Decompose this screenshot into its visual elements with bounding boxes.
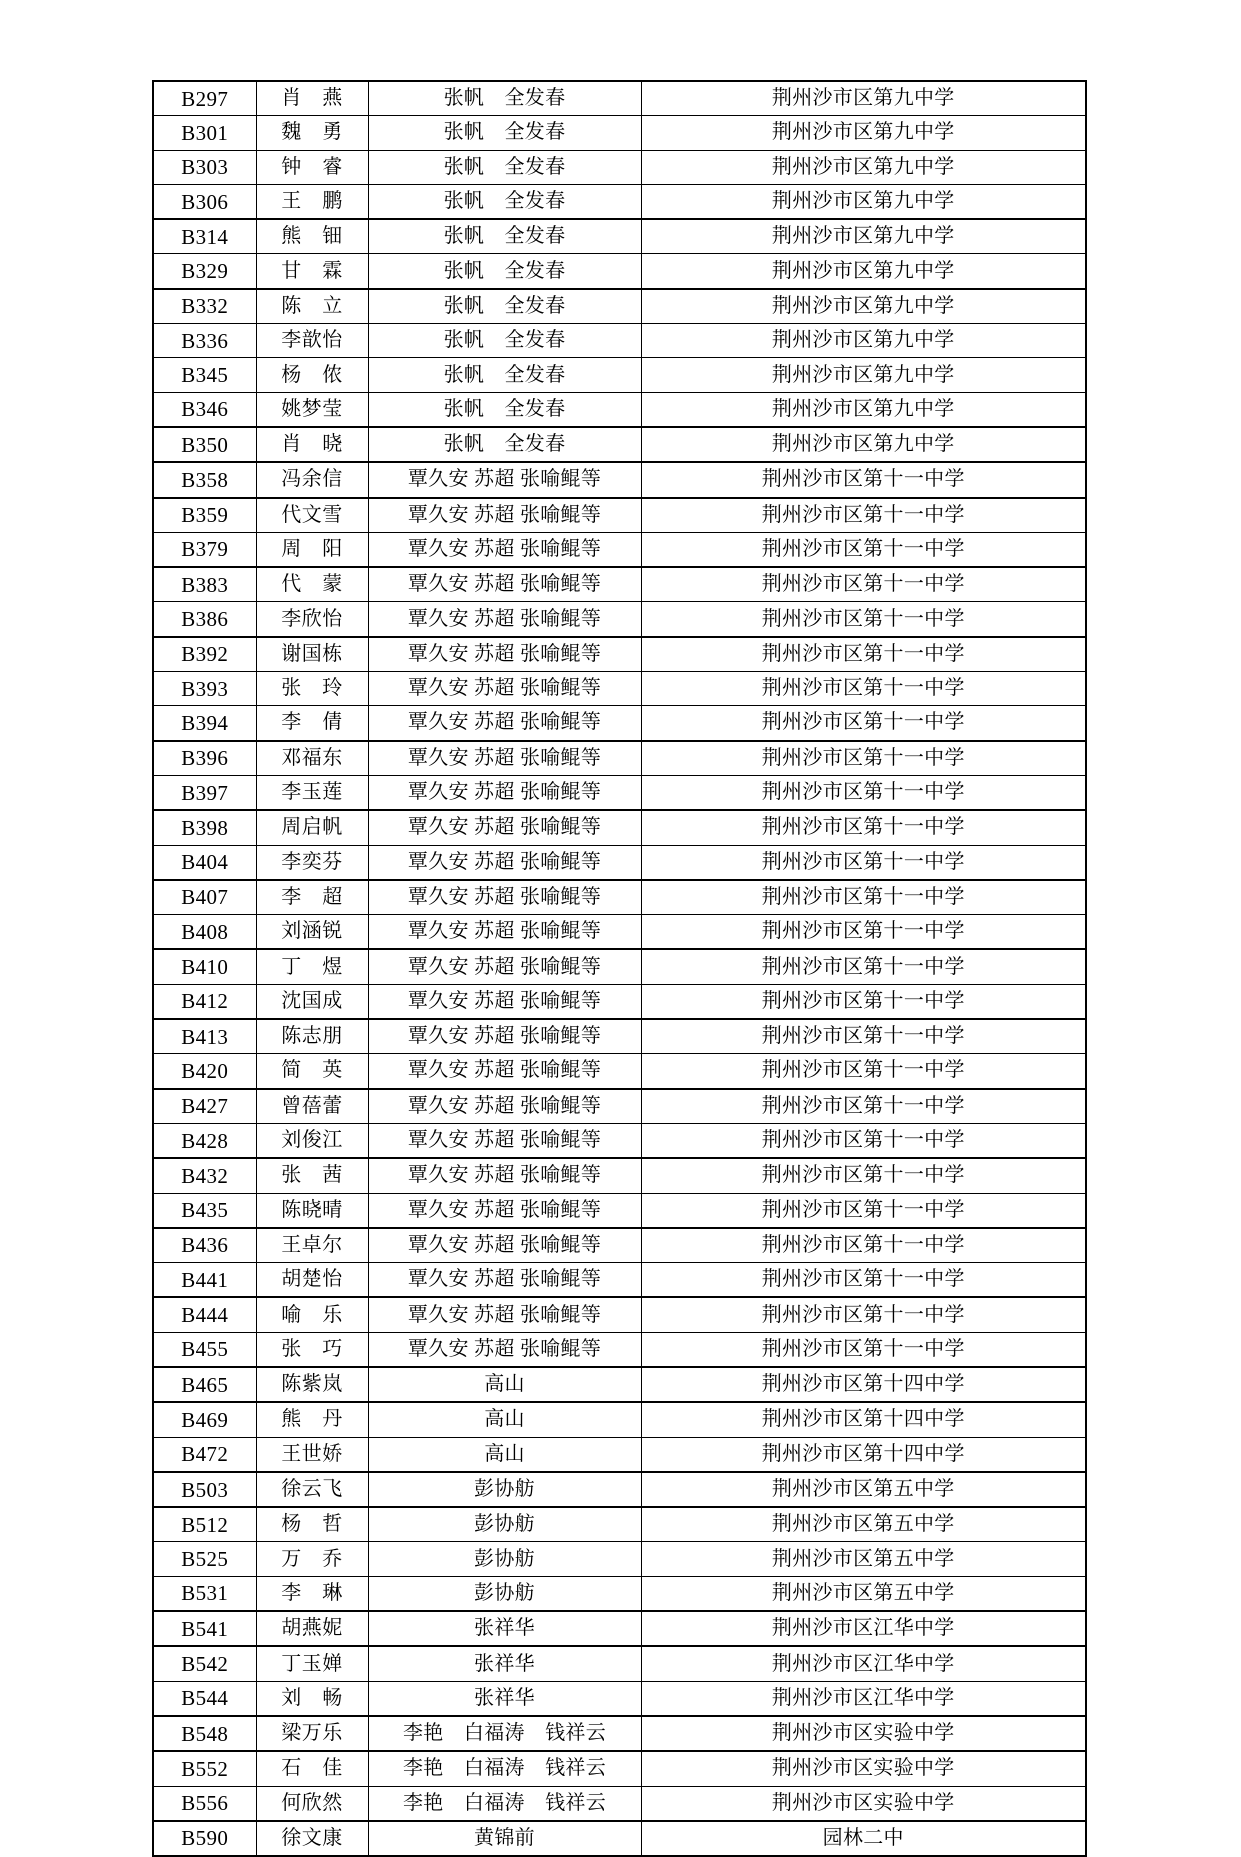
cell-student-name: 刘 畅 xyxy=(256,1681,368,1716)
cell-student-name: 冯余信 xyxy=(256,462,368,497)
table-row xyxy=(153,81,1086,116)
table-row xyxy=(153,1437,1086,1472)
cell-student-name: 姚梦莹 xyxy=(256,392,368,427)
table-row xyxy=(153,462,1086,497)
cell-school-name: 荆州沙市区第九中学 xyxy=(641,427,1086,462)
cell-student-name: 梁万乐 xyxy=(256,1716,368,1751)
table-row xyxy=(153,741,1086,776)
cell-entry-id: B392 xyxy=(153,637,256,672)
cell-entry-id: B435 xyxy=(153,1193,256,1228)
cell-school-name: 荆州沙市区第九中学 xyxy=(641,219,1086,254)
cell-student-name: 张 玲 xyxy=(256,672,368,706)
cell-entry-id: B436 xyxy=(153,1228,256,1263)
cell-entry-id: B544 xyxy=(153,1681,256,1716)
table-row xyxy=(153,1507,1086,1542)
cell-teacher-names: 覃久安 苏超 张喻鲲等 xyxy=(368,462,641,497)
cell-teacher-names: 张帆 全发春 xyxy=(368,81,641,116)
cell-teacher-names: 覃久安 苏超 张喻鲲等 xyxy=(368,1123,641,1158)
cell-entry-id: B503 xyxy=(153,1472,256,1507)
cell-school-name: 荆州沙市区第十一中学 xyxy=(641,1193,1086,1228)
cell-entry-id: B420 xyxy=(153,1054,256,1089)
cell-student-name: 刘俊江 xyxy=(256,1123,368,1158)
cell-teacher-names: 张帆 全发春 xyxy=(368,392,641,427)
cell-entry-id: B552 xyxy=(153,1751,256,1786)
table-row xyxy=(153,949,1086,984)
table-row xyxy=(153,1716,1086,1751)
table-row xyxy=(153,672,1086,706)
cell-school-name: 荆州沙市区第十一中学 xyxy=(641,775,1086,810)
cell-student-name: 代 蒙 xyxy=(256,567,368,602)
cell-student-name: 甘 霖 xyxy=(256,254,368,289)
cell-school-name: 荆州沙市区第十一中学 xyxy=(641,1054,1086,1089)
cell-student-name: 熊 丹 xyxy=(256,1402,368,1437)
cell-teacher-names: 张帆 全发春 xyxy=(368,427,641,462)
cell-school-name: 荆州沙市区江华中学 xyxy=(641,1611,1086,1646)
table-row xyxy=(153,254,1086,289)
cell-school-name: 荆州沙市区第九中学 xyxy=(641,289,1086,324)
cell-student-name: 代文雪 xyxy=(256,498,368,533)
cell-student-name: 李 超 xyxy=(256,880,368,915)
cell-entry-id: B465 xyxy=(153,1367,256,1402)
cell-entry-id: B410 xyxy=(153,949,256,984)
cell-school-name: 荆州沙市区实验中学 xyxy=(641,1751,1086,1786)
cell-teacher-names: 张帆 全发春 xyxy=(368,289,641,324)
cell-entry-id: B345 xyxy=(153,358,256,392)
cell-school-name: 荆州沙市区第十一中学 xyxy=(641,1123,1086,1158)
cell-school-name: 荆州沙市区第十一中学 xyxy=(641,1228,1086,1263)
cell-student-name: 周启帆 xyxy=(256,810,368,845)
cell-student-name: 喻 乐 xyxy=(256,1297,368,1332)
cell-student-name: 陈志朋 xyxy=(256,1019,368,1054)
table-row xyxy=(153,1542,1086,1576)
cell-teacher-names: 覃久安 苏超 张喻鲲等 xyxy=(368,602,641,637)
cell-entry-id: B469 xyxy=(153,1402,256,1437)
table-row xyxy=(153,1402,1086,1437)
cell-school-name: 荆州沙市区第十一中学 xyxy=(641,567,1086,602)
cell-student-name: 丁玉婵 xyxy=(256,1646,368,1681)
cell-student-name: 杨 哲 xyxy=(256,1507,368,1542)
cell-teacher-names: 黄锦前 xyxy=(368,1821,641,1856)
cell-school-name: 荆州沙市区第十一中学 xyxy=(641,880,1086,915)
cell-school-name: 荆州沙市区第十一中学 xyxy=(641,706,1086,741)
cell-student-name: 陈晓晴 xyxy=(256,1193,368,1228)
table-row xyxy=(153,150,1086,184)
cell-teacher-names: 张帆 全发春 xyxy=(368,116,641,150)
table-row xyxy=(153,706,1086,741)
cell-student-name: 王世娇 xyxy=(256,1437,368,1472)
cell-school-name: 荆州沙市区第十一中学 xyxy=(641,1019,1086,1054)
cell-school-name: 荆州沙市区第九中学 xyxy=(641,81,1086,116)
cell-teacher-names: 覃久安 苏超 张喻鲲等 xyxy=(368,915,641,950)
cell-teacher-names: 覃久安 苏超 张喻鲲等 xyxy=(368,1332,641,1367)
cell-entry-id: B396 xyxy=(153,741,256,776)
cell-student-name: 谢国栋 xyxy=(256,637,368,672)
cell-school-name: 荆州沙市区第九中学 xyxy=(641,116,1086,150)
cell-entry-id: B412 xyxy=(153,984,256,1019)
cell-teacher-names: 张帆 全发春 xyxy=(368,254,641,289)
cell-teacher-names: 覃久安 苏超 张喻鲲等 xyxy=(368,532,641,567)
table-row xyxy=(153,1472,1086,1507)
cell-school-name: 荆州沙市区第九中学 xyxy=(641,358,1086,392)
cell-teacher-names: 李艳 白福涛 钱祥云 xyxy=(368,1716,641,1751)
cell-entry-id: B394 xyxy=(153,706,256,741)
table-row xyxy=(153,1228,1086,1263)
table-row xyxy=(153,602,1086,637)
cell-teacher-names: 覃久安 苏超 张喻鲲等 xyxy=(368,1089,641,1124)
table-row xyxy=(153,1821,1086,1856)
cell-student-name: 陈 立 xyxy=(256,289,368,324)
cell-school-name: 荆州沙市区第十一中学 xyxy=(641,498,1086,533)
cell-entry-id: B404 xyxy=(153,845,256,880)
cell-school-name: 荆州沙市区第十四中学 xyxy=(641,1402,1086,1437)
cell-entry-id: B332 xyxy=(153,289,256,324)
table-row xyxy=(153,498,1086,533)
cell-entry-id: B301 xyxy=(153,116,256,150)
cell-entry-id: B386 xyxy=(153,602,256,637)
cell-entry-id: B455 xyxy=(153,1332,256,1367)
cell-teacher-names: 彭协舫 xyxy=(368,1507,641,1542)
cell-school-name: 荆州沙市区第十一中学 xyxy=(641,602,1086,637)
cell-entry-id: B383 xyxy=(153,567,256,602)
table-row xyxy=(153,116,1086,150)
cell-teacher-names: 覃久安 苏超 张喻鲲等 xyxy=(368,984,641,1019)
cell-school-name: 荆州沙市区第十一中学 xyxy=(641,637,1086,672)
cell-entry-id: B444 xyxy=(153,1297,256,1332)
cell-teacher-names: 覃久安 苏超 张喻鲲等 xyxy=(368,637,641,672)
cell-student-name: 曾蓓蕾 xyxy=(256,1089,368,1124)
cell-entry-id: B329 xyxy=(153,254,256,289)
cell-entry-id: B303 xyxy=(153,150,256,184)
cell-school-name: 荆州沙市区第十一中学 xyxy=(641,915,1086,950)
cell-entry-id: B432 xyxy=(153,1158,256,1193)
cell-student-name: 徐云飞 xyxy=(256,1472,368,1507)
cell-teacher-names: 覃久安 苏超 张喻鲲等 xyxy=(368,672,641,706)
cell-student-name: 王 鹏 xyxy=(256,184,368,219)
table-row xyxy=(153,392,1086,427)
cell-school-name: 荆州沙市区第十四中学 xyxy=(641,1437,1086,1472)
cell-student-name: 简 英 xyxy=(256,1054,368,1089)
cell-teacher-names: 张帆 全发春 xyxy=(368,324,641,358)
cell-student-name: 何欣然 xyxy=(256,1786,368,1821)
cell-entry-id: B542 xyxy=(153,1646,256,1681)
cell-student-name: 胡燕妮 xyxy=(256,1611,368,1646)
table-row xyxy=(153,1193,1086,1228)
cell-school-name: 荆州沙市区第十一中学 xyxy=(641,810,1086,845)
cell-entry-id: B306 xyxy=(153,184,256,219)
cell-teacher-names: 覃久安 苏超 张喻鲲等 xyxy=(368,741,641,776)
table-row xyxy=(153,184,1086,219)
cell-entry-id: B590 xyxy=(153,1821,256,1856)
cell-student-name: 李歆怡 xyxy=(256,324,368,358)
cell-school-name: 荆州沙市区第十一中学 xyxy=(641,984,1086,1019)
table-row xyxy=(153,1751,1086,1786)
cell-entry-id: B428 xyxy=(153,1123,256,1158)
table-row xyxy=(153,1646,1086,1681)
cell-student-name: 魏 勇 xyxy=(256,116,368,150)
cell-teacher-names: 高山 xyxy=(368,1437,641,1472)
cell-teacher-names: 张祥华 xyxy=(368,1681,641,1716)
cell-school-name: 园林二中 xyxy=(641,1821,1086,1856)
cell-teacher-names: 张帆 全发春 xyxy=(368,358,641,392)
cell-teacher-names: 彭协舫 xyxy=(368,1472,641,1507)
cell-student-name: 李玉莲 xyxy=(256,775,368,810)
cell-teacher-names: 覃久安 苏超 张喻鲲等 xyxy=(368,1228,641,1263)
cell-student-name: 丁 煜 xyxy=(256,949,368,984)
table-row xyxy=(153,427,1086,462)
cell-entry-id: B441 xyxy=(153,1263,256,1298)
cell-entry-id: B512 xyxy=(153,1507,256,1542)
cell-entry-id: B379 xyxy=(153,532,256,567)
cell-school-name: 荆州沙市区第十一中学 xyxy=(641,845,1086,880)
cell-school-name: 荆州沙市区第九中学 xyxy=(641,392,1086,427)
cell-student-name: 肖 燕 xyxy=(256,81,368,116)
cell-teacher-names: 彭协舫 xyxy=(368,1542,641,1576)
cell-teacher-names: 张帆 全发春 xyxy=(368,184,641,219)
table-row xyxy=(153,915,1086,950)
cell-teacher-names: 覃久安 苏超 张喻鲲等 xyxy=(368,949,641,984)
table-row xyxy=(153,1367,1086,1402)
table-row xyxy=(153,810,1086,845)
cell-school-name: 荆州沙市区第九中学 xyxy=(641,324,1086,358)
cell-school-name: 荆州沙市区第十一中学 xyxy=(641,1263,1086,1298)
cell-student-name: 陈紫岚 xyxy=(256,1367,368,1402)
table-row xyxy=(153,880,1086,915)
cell-teacher-names: 覃久安 苏超 张喻鲲等 xyxy=(368,567,641,602)
table-row xyxy=(153,1158,1086,1193)
cell-teacher-names: 高山 xyxy=(368,1402,641,1437)
cell-entry-id: B398 xyxy=(153,810,256,845)
cell-school-name: 荆州沙市区第十一中学 xyxy=(641,1089,1086,1124)
table-row xyxy=(153,219,1086,254)
cell-school-name: 荆州沙市区第十一中学 xyxy=(641,532,1086,567)
cell-student-name: 刘涵锐 xyxy=(256,915,368,950)
cell-school-name: 荆州沙市区第九中学 xyxy=(641,254,1086,289)
cell-school-name: 荆州沙市区第十一中学 xyxy=(641,1158,1086,1193)
table-row xyxy=(153,1576,1086,1611)
cell-teacher-names: 覃久安 苏超 张喻鲲等 xyxy=(368,880,641,915)
table-row xyxy=(153,1297,1086,1332)
cell-entry-id: B472 xyxy=(153,1437,256,1472)
cell-teacher-names: 李艳 白福涛 钱祥云 xyxy=(368,1786,641,1821)
cell-entry-id: B548 xyxy=(153,1716,256,1751)
cell-teacher-names: 张帆 全发春 xyxy=(368,219,641,254)
cell-entry-id: B407 xyxy=(153,880,256,915)
award-table-container xyxy=(152,80,1085,1857)
cell-school-name: 荆州沙市区第十一中学 xyxy=(641,741,1086,776)
cell-school-name: 荆州沙市区第十一中学 xyxy=(641,672,1086,706)
cell-school-name: 荆州沙市区第十一中学 xyxy=(641,949,1086,984)
cell-school-name: 荆州沙市区第十一中学 xyxy=(641,1297,1086,1332)
cell-school-name: 荆州沙市区江华中学 xyxy=(641,1646,1086,1681)
cell-entry-id: B314 xyxy=(153,219,256,254)
cell-entry-id: B408 xyxy=(153,915,256,950)
cell-teacher-names: 覃久安 苏超 张喻鲲等 xyxy=(368,1019,641,1054)
table-row xyxy=(153,324,1086,358)
cell-student-name: 徐文康 xyxy=(256,1821,368,1856)
cell-entry-id: B346 xyxy=(153,392,256,427)
cell-school-name: 荆州沙市区第九中学 xyxy=(641,184,1086,219)
cell-student-name: 杨 侬 xyxy=(256,358,368,392)
cell-student-name: 李奕芬 xyxy=(256,845,368,880)
table-row xyxy=(153,1123,1086,1158)
cell-entry-id: B358 xyxy=(153,462,256,497)
table-row xyxy=(153,1611,1086,1646)
cell-student-name: 万 乔 xyxy=(256,1542,368,1576)
cell-student-name: 邓福东 xyxy=(256,741,368,776)
cell-student-name: 李 倩 xyxy=(256,706,368,741)
cell-entry-id: B359 xyxy=(153,498,256,533)
table-row xyxy=(153,1089,1086,1124)
cell-student-name: 石 佳 xyxy=(256,1751,368,1786)
cell-teacher-names: 覃久安 苏超 张喻鲲等 xyxy=(368,1297,641,1332)
cell-entry-id: B556 xyxy=(153,1786,256,1821)
cell-teacher-names: 张祥华 xyxy=(368,1646,641,1681)
cell-teacher-names: 李艳 白福涛 钱祥云 xyxy=(368,1751,641,1786)
table-row xyxy=(153,775,1086,810)
table-row xyxy=(153,567,1086,602)
cell-teacher-names: 覃久安 苏超 张喻鲲等 xyxy=(368,810,641,845)
table-row xyxy=(153,1332,1086,1367)
cell-entry-id: B525 xyxy=(153,1542,256,1576)
table-row xyxy=(153,1054,1086,1089)
table-row xyxy=(153,1681,1086,1716)
cell-teacher-names: 覃久安 苏超 张喻鲲等 xyxy=(368,498,641,533)
cell-school-name: 荆州沙市区第五中学 xyxy=(641,1576,1086,1611)
cell-student-name: 熊 钿 xyxy=(256,219,368,254)
cell-student-name: 胡楚怡 xyxy=(256,1263,368,1298)
cell-school-name: 荆州沙市区第九中学 xyxy=(641,150,1086,184)
cell-school-name: 荆州沙市区第十一中学 xyxy=(641,462,1086,497)
cell-teacher-names: 覃久安 苏超 张喻鲲等 xyxy=(368,706,641,741)
cell-teacher-names: 高山 xyxy=(368,1367,641,1402)
cell-entry-id: B541 xyxy=(153,1611,256,1646)
cell-student-name: 钟 睿 xyxy=(256,150,368,184)
cell-student-name: 李欣怡 xyxy=(256,602,368,637)
cell-student-name: 李 琳 xyxy=(256,1576,368,1611)
cell-school-name: 荆州沙市区实验中学 xyxy=(641,1786,1086,1821)
cell-school-name: 荆州沙市区江华中学 xyxy=(641,1681,1086,1716)
cell-entry-id: B336 xyxy=(153,324,256,358)
table-row xyxy=(153,1019,1086,1054)
cell-entry-id: B297 xyxy=(153,81,256,116)
cell-entry-id: B427 xyxy=(153,1089,256,1124)
cell-entry-id: B397 xyxy=(153,775,256,810)
table-row xyxy=(153,358,1086,392)
table-row xyxy=(153,1263,1086,1298)
cell-teacher-names: 覃久安 苏超 张喻鲲等 xyxy=(368,775,641,810)
cell-student-name: 沈国成 xyxy=(256,984,368,1019)
cell-teacher-names: 覃久安 苏超 张喻鲲等 xyxy=(368,1193,641,1228)
cell-school-name: 荆州沙市区第五中学 xyxy=(641,1542,1086,1576)
cell-school-name: 荆州沙市区第五中学 xyxy=(641,1507,1086,1542)
cell-teacher-names: 彭协舫 xyxy=(368,1576,641,1611)
cell-school-name: 荆州沙市区第十四中学 xyxy=(641,1367,1086,1402)
cell-school-name: 荆州沙市区实验中学 xyxy=(641,1716,1086,1751)
cell-teacher-names: 覃久安 苏超 张喻鲲等 xyxy=(368,1054,641,1089)
table-row xyxy=(153,637,1086,672)
cell-student-name: 肖 晓 xyxy=(256,427,368,462)
cell-teacher-names: 覃久安 苏超 张喻鲲等 xyxy=(368,1158,641,1193)
cell-entry-id: B413 xyxy=(153,1019,256,1054)
cell-teacher-names: 覃久安 苏超 张喻鲲等 xyxy=(368,1263,641,1298)
table-row xyxy=(153,845,1086,880)
cell-entry-id: B531 xyxy=(153,1576,256,1611)
cell-student-name: 张 巧 xyxy=(256,1332,368,1367)
cell-entry-id: B393 xyxy=(153,672,256,706)
cell-teacher-names: 张祥华 xyxy=(368,1611,641,1646)
cell-student-name: 王卓尔 xyxy=(256,1228,368,1263)
table-row xyxy=(153,532,1086,567)
cell-school-name: 荆州沙市区第五中学 xyxy=(641,1472,1086,1507)
award-list-table xyxy=(152,80,1087,1857)
cell-school-name: 荆州沙市区第十一中学 xyxy=(641,1332,1086,1367)
cell-student-name: 周 阳 xyxy=(256,532,368,567)
table-row xyxy=(153,984,1086,1019)
cell-teacher-names: 覃久安 苏超 张喻鲲等 xyxy=(368,845,641,880)
table-row xyxy=(153,1786,1086,1821)
cell-teacher-names: 张帆 全发春 xyxy=(368,150,641,184)
award-table-body xyxy=(153,81,1086,1856)
table-row xyxy=(153,289,1086,324)
cell-student-name: 张 茜 xyxy=(256,1158,368,1193)
cell-entry-id: B350 xyxy=(153,427,256,462)
